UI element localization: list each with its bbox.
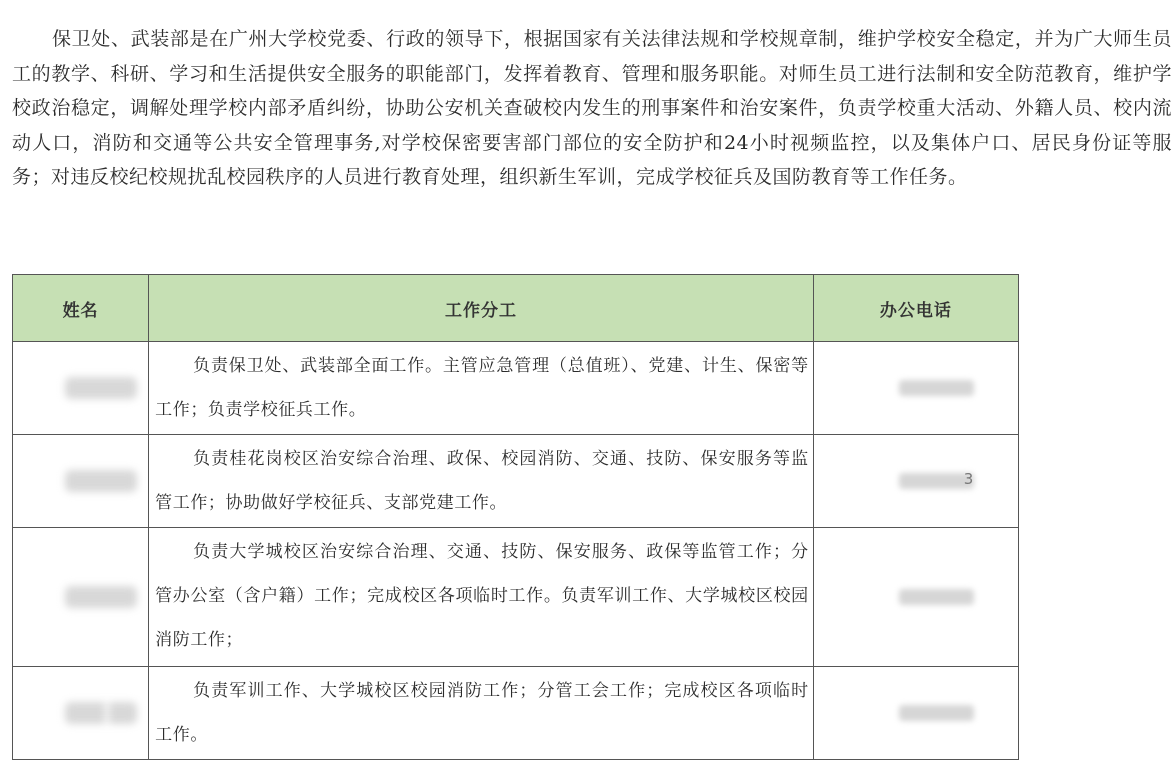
duty-cell: 负责保卫处、武装部全面工作。主管应急管理（总值班）、党建、计生、保密等工作；负责学校征兵工作。 [149,342,814,435]
phone-cell [813,435,1018,528]
duty-cell: 负责军训工作、大学城校区校园消防工作；分管工会工作；完成校区各项临时工作。 [149,667,814,760]
redacted-phone [899,589,974,605]
redacted-name [65,377,137,399]
redacted-name [65,702,137,724]
intro-paragraph: 保卫处、武装部是在广州大学校党委、行政的领导下，根据国家有关法律法规和学校规章制，维护学校安全稳定，并为广大师生员工的教学、科研、学习和生活提供安全服务的职能部门，发挥着教育、管理和服务职能。对师生员工进行法制和安全防范教育，维护学校政治稳定，调解处理学校内部矛盾纠纷，协助公安机关查破校内发生的刑事案件和治安案件，负责学校重大活动、外籍人员、校内流动人口，消防和交通等公共安全管理事务,对学校保密要害部门部位的安全防护和24小时视频监控，以及集体户口、居民身份证等服务；对违反校纪校规扰乱校园秩序的人员进行教育处理，组织新生军训，完成学校征兵及国防教育等工作任务。 [12,28,1172,188]
header-duty: 工作分工 [149,275,814,342]
staff-duty-table [12,274,1019,760]
redacted-phone [899,473,974,489]
redacted-phone [899,380,974,396]
phone-cell [813,342,1018,435]
name-cell [13,667,149,760]
duty-cell: 负责桂花岗校区治安综合治理、政保、校园消防、交通、技防、保安服务等监管工作；协助做好学校征兵、支部党建工作。 [149,435,814,528]
name-cell [13,435,149,528]
header-name: 姓名 [13,275,149,342]
redacted-name [65,586,137,608]
table-row [13,342,1019,435]
table-header-row [13,275,1019,342]
phone-visible-digit: 3 [963,470,974,488]
table-row [13,435,1019,528]
duty-cell: 负责大学城校区治安综合治理、交通、技防、保安服务、政保等监管工作；分管办公室（含户籍）工作；完成校区各项临时工作。负责军训工作、大学城校区校园消防工作； [149,528,814,667]
name-cell [13,528,149,667]
redacted-phone [899,705,974,721]
redacted-name [65,470,137,492]
header-phone: 办公电话 [813,275,1018,342]
phone-cell [813,528,1018,667]
name-cell [13,342,149,435]
table-row [13,528,1019,667]
phone-cell [813,667,1018,760]
table-row [13,667,1019,760]
